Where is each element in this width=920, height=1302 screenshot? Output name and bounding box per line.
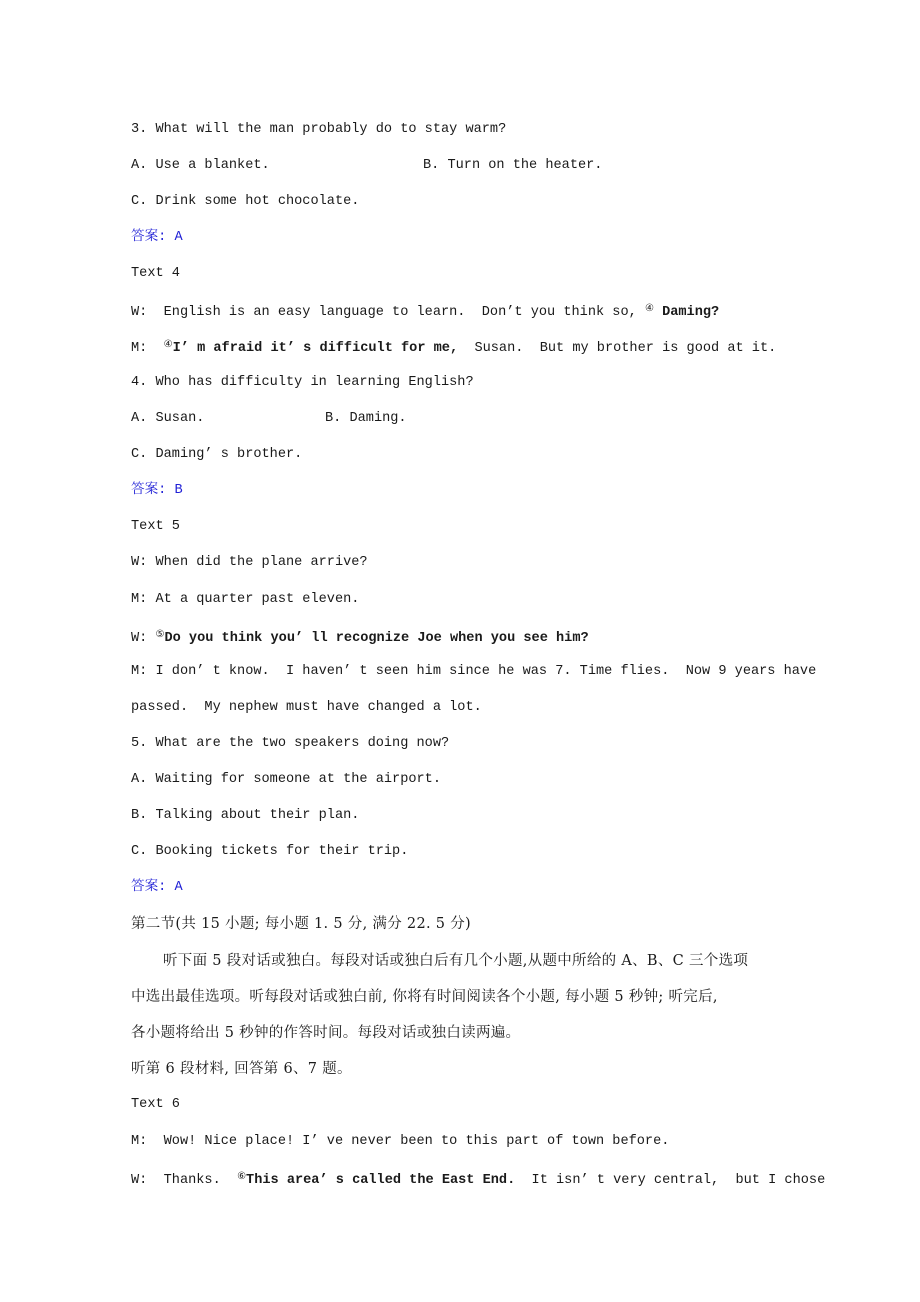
text-segment: 听下面 5 段对话或独白。每段对话或独白后有几个小题,从题中所给的 A、B、C 三个选项	[163, 953, 749, 969]
text-segment: 听第 6 段材料, 回答第 6、7 题。	[131, 1061, 352, 1077]
text-segment: Text 5	[131, 519, 180, 534]
text-segment: 各小题将给出 5 秒钟的作答时间。每段对话或独白读两遍。	[131, 1025, 521, 1041]
text-line	[131, 184, 359, 220]
text-line	[131, 256, 180, 292]
text-line	[131, 148, 603, 184]
text-segment: 中选出最佳选项。听每段对话或独白前, 你将有时间阅读各个小题, 每小题 5 秒钟; 听完后,	[131, 989, 718, 1005]
text-line	[131, 509, 180, 545]
text-segment: Susan. But my brother is good at it.	[458, 341, 777, 356]
text-segment: A. Use a blanket.	[131, 158, 270, 173]
text-line	[163, 943, 748, 979]
text-line	[131, 582, 359, 618]
text-segment: Text 4	[131, 266, 180, 281]
text-line	[131, 870, 183, 906]
text-segment: W: When did the plane arrive?	[131, 555, 368, 570]
text-line	[131, 1124, 669, 1160]
text-segment: C. Booking tickets for their trip.	[131, 844, 409, 859]
text-line	[131, 437, 302, 473]
text-segment: Text 6	[131, 1097, 180, 1112]
marker-number: ④	[163, 340, 173, 351]
answer-label: 答案:	[131, 880, 175, 895]
text-line	[131, 798, 359, 834]
text-line	[131, 545, 368, 581]
text-segment: M: I don’ t know. I haven’ t seen him since he was 7. Time flies. Now 9 years have	[131, 664, 817, 679]
text-segment: M:	[131, 341, 164, 356]
text-segment: A. Waiting for someone at the airport.	[131, 772, 441, 787]
text-segment: W: English is an easy language to learn. Don’t you think so,	[131, 305, 645, 320]
text-segment: Do you think you’ ll recognize Joe when you see him?	[164, 631, 589, 646]
text-segment: 5. What are the two speakers doing now?	[131, 736, 450, 751]
text-line	[131, 654, 816, 690]
text-line	[131, 906, 471, 942]
text-segment: I’ m afraid it’ s difficult for me,	[172, 341, 459, 356]
text-segment: C. Drink some hot chocolate.	[131, 194, 360, 209]
text-line	[131, 762, 441, 798]
text-line	[131, 112, 506, 148]
text-line	[131, 726, 449, 762]
text-segment: 第二节(共 15 小题; 每小题 1. 5 分, 满分 22. 5 分)	[131, 916, 471, 932]
text-line	[131, 1160, 825, 1196]
text-line	[131, 328, 776, 364]
text-line	[131, 834, 408, 870]
answer-label: 答案:	[131, 483, 175, 498]
text-line	[131, 401, 407, 437]
option-b: B. Turn on the heater.	[423, 158, 603, 173]
text-segment: 3. What will the man probably do to stay warm?	[131, 122, 507, 137]
text-line	[131, 1015, 520, 1051]
text-line	[131, 220, 183, 256]
text-line	[131, 473, 183, 509]
text-segment: A. Susan.	[131, 411, 205, 426]
marker-number: ⑤	[155, 630, 165, 641]
text-line	[131, 979, 718, 1015]
answer-label: A	[174, 230, 183, 245]
answer-label: B	[174, 483, 183, 498]
text-line	[131, 1051, 352, 1087]
text-line	[131, 1087, 180, 1123]
text-segment: It isn’ t very central, but I chose	[515, 1173, 826, 1188]
text-line	[131, 690, 482, 726]
answer-label: 答案:	[131, 230, 175, 245]
text-segment: passed. My nephew must have changed a lot.	[131, 700, 482, 715]
text-segment: Daming?	[653, 305, 720, 320]
text-segment: W: Thanks.	[131, 1173, 238, 1188]
marker-number: ⑥	[237, 1172, 247, 1183]
text-segment: M: Wow! Nice place! I’ ve never been to this part of town before.	[131, 1134, 670, 1149]
option-b: B. Daming.	[325, 411, 407, 426]
answer-label: A	[174, 880, 183, 895]
text-segment: B. Talking about their plan.	[131, 808, 360, 823]
text-segment: This area’ s called the East End.	[246, 1173, 516, 1188]
text-segment: W:	[131, 631, 156, 646]
text-segment: M: At a quarter past eleven.	[131, 592, 360, 607]
text-line	[131, 292, 719, 328]
text-line	[131, 365, 474, 401]
marker-number: ④	[644, 304, 654, 315]
text-segment: C. Daming’ s brother.	[131, 447, 303, 462]
text-line	[131, 618, 589, 654]
text-segment: 4. Who has difficulty in learning English?	[131, 375, 474, 390]
